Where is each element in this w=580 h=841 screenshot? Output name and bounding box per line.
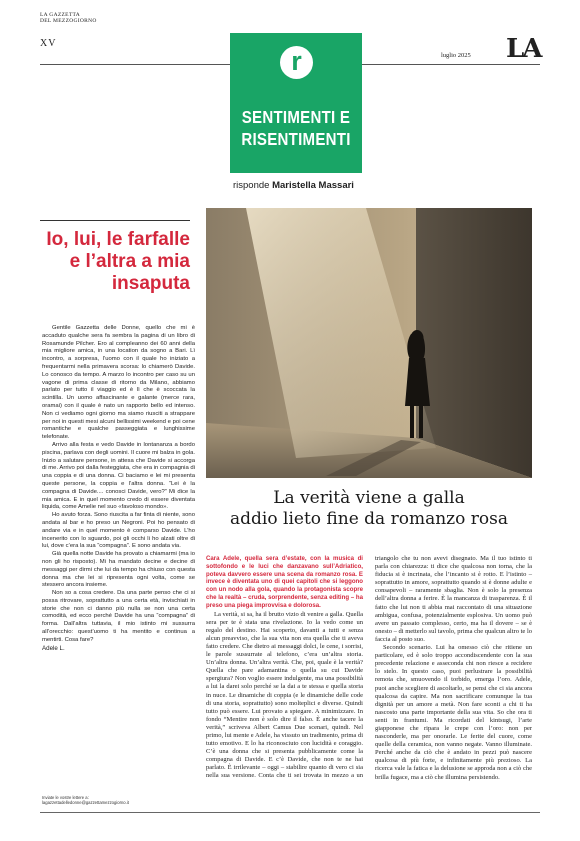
letter-paragraph: Già quella notte Davide ha provato a chiamarmi (ma io non gli ho risposto). Mi ha mandato decine e decine di messaggi per dirmi che lui da tempo ha chiuso con questa donna ma che lei si ripresenta ogni volta, come se stessero ancora insieme. <box>42 551 195 589</box>
letter-paragraph: Ho avuto forza. Sono riuscita a far finta di niente, sono andata al bar e ho preso un Negroni. Poi ho pensato di andare via e in quel momento è comparso Davide. L’ho incenerito con lo sguardo, poi gli occhi li ho alzati oltre di lui, dove c’era la sua “compagna”. E sono andata via. <box>42 512 195 550</box>
masthead <box>40 12 97 24</box>
rubric-r-icon: r <box>280 46 313 79</box>
letter-paragraph: Arrivo alla festa e vedo Davide in lontananza a bordo piscina, parlava con degli uomini. Il cuore mi balza in gola. Inizio a salutare persone, in attesa che Davide si accorga di me. Arrivo poi dalla festeggiata, che era in compagnia di una coppia e di una donna. Ci baciamo e lei mi presenta queste persone, la coppia e l’altra donna. “Lei è la compagna di Davide.... conosci Davide, vero?” Mi dice la mia amica. E in quel momento credo di essere diventata liquida, come Amelie nel suo «favoloso mondo». <box>42 441 195 511</box>
rubric-title-line2: RISENTIMENTI <box>241 129 351 149</box>
letter-paragraph: Gentile Gazzetta delle Donne, quello che mi è accaduto qualche sera fa sembra la pagina di un libro di Rosamunde Pilcher. Ero al compleanno dei 60 anni della mia migliore amica, in una location da sogno a Bari. Lì incontro, a sorpresa, l’uomo con il quale ho iniziato a frequentarmi nella primavera scorsa: lo chiamerò Davide. Lo conosco da tempo. A marzo lo incontro per caso su un vagone di prima classe di ritorno da Milano, abbiamo parlato per tutto il viaggio ed è lì che è scoccata la scintilla. Un uomo affascinante e galante (merce rara, oramai) con il quale è nato un rapporto bello ed intenso. Non ci vediamo ogni giorno ma siamo riusciti a strappare per noi in questi mesi alcuni bellissimi weekend e poi cene romantiche e qualche passeggiata e lunghissime telefonate. <box>42 325 195 441</box>
responds-byline <box>233 180 354 191</box>
responds-prefix: risponde <box>233 180 270 191</box>
illustration-woman-in-corridor <box>206 208 532 478</box>
responds-name: Maristella Massari <box>272 180 354 191</box>
right-wall <box>416 208 532 478</box>
issue-date: luglio 2025 <box>441 52 471 59</box>
letter-headline: Io, lui, le farfalle e l’altra a mia insaputa <box>46 229 190 294</box>
rubric-title <box>239 106 353 150</box>
invite-text: Inviate le vostre lettere a: <box>42 795 89 800</box>
letter-signature: Adele L. <box>42 644 65 652</box>
letter-body <box>42 325 195 652</box>
answer-body <box>206 555 532 815</box>
illustration-svg <box>206 208 532 478</box>
invite-email[interactable]: lagazzettadelledonne@gazzettamezzogiorno.it <box>42 800 129 806</box>
answer-title-line1: La verità viene a galla <box>273 488 465 508</box>
answer-title <box>206 488 532 530</box>
masthead-line2: DEL MEZZOGIORNO <box>40 18 97 24</box>
masthead-line1: LA GAZZETTA <box>40 12 80 18</box>
page-number: XV <box>40 38 57 49</box>
letter-headline-rule <box>40 220 190 221</box>
rubric-box <box>230 33 362 173</box>
answer-paragraph: Secondo scenario. Lui ha omesso ciò che ritiene un particolare, ed è solo troppo accondiscendente con la sua precedente relazione e asseconda chi non riesce a recidere lo stelo. In questo caso, puoi perlustrare la possibilità remota che, smuovendo il torbido, emerga l’oro. Adele, puoi anche scegliere di ascoltarlo, se pensi che ci sia ancora qualcosa da capire. Ma non sacrificare comunque la tua dignità per un amore a metà. Non fare sconti a chi ti ha nascosto una parte importante della sua vita. So che ora ti senti in frantumi. Ma ricordati del kintsugi, l’arte giapponese che ripara le crepe con l’oro: non per nasconderle, ma per onorarle. Le ferite del cuore, come quelle della ceramica, non vanno negate. Vanno illuminate. Perché anche da ciò che è andato in pezzi può nascere qualcosa di più forte, e infinitamente più prezioso. La ricerca vale la fatica e la delusione se approda non a ciò che brilla fugace, ma a ciò che illumina persistendo. <box>375 644 532 781</box>
magazine-logo: LA <box>506 34 541 64</box>
answer-title-line2: addio lieto fine da romanzo rosa <box>230 509 508 529</box>
letter-paragraph: Non so a cosa credere. Da una parte penso che ci si possa ritrovare, soprattutto a una certa età, invischiati in storie che non ci danno più nulla se non una certa comodità, ed ecco perché Davide ha una “compagna” di forma. Dall’altra tuttavia, il mio istinto mi sussurra all’orecchio: quest’uomo ti ha mentito e continua a mentirti. Cosa fare? <box>42 590 195 643</box>
answer-lead: Cara Adele, quella sera d’estate, con la musica di sottofondo e le luci che danzavano sull’Adriatico, poteva davvero essere una scena da romanzo rosa. E invece è diventata uno di quei capitoli che si leggono con un nodo alla gola, quando la protagonista scopre che la realtà – cruda, sorprendente, senza editing – ha preso una piega improvvisa e dolorosa. <box>206 555 363 609</box>
letters-invite <box>42 795 192 806</box>
answer-paragraph: La verità, si sa, ha il brutto vizio di venire a galla. Quella sera per te è stata una rivelazione. Io la vedo come un regalo del destino. Hai scoperto, davanti a tutti e senza alcun preavviso, che la sua vita non era quella che ti aveva fatto credere. Che dietro ai messaggi dolci, le cene, i sorrisi, le parole sussurrate al telefono, c’era un’altra storia. Un’altra donna. Un’altra verità. Che, poi, quale è la verità? Quella che pare adamantina o quella su cui Davide spergiura? Non voglio essere indulgente, ma una possibilità a lui la darei solo perché se la dai a te stessa e quella storia in nuce. Le dinamiche di coppia (e le dinamiche delle code di una storia, soprattutto) sono molteplici e diverse. Quindi tutto può essere. Lui provato a spiegare. A minimizzare. In fondo “Mentire non è solo dire il falso. È anche tacere la verità,” scriveva Albert Camus Due scenari, quindi. Nel primo, lui mente e Adele, ha vissuto un tradimento, prima di tutto emotivo. E lo ha riconosciuto con lucidità e coraggio. C’è una donna che si presenta pubblicamente come la compagna di Davide. E c’è Davide, che non te ne hai parlato. È irrilevante – oggi – stabilire quanto di vero ci sia nella sua versione. Conta che ti sei trovata in mezzo a un triangolo che tu non avevi disegnato. Ma il tuo istinto ti parla con chiarezza: ti dice che qualcosa non torna, che la fiducia si è incrinata, che l’incanto si è rotto. E l’istinto – soprattutto in amore, soprattutto quando si è donne adulte e consapevoli – raramente sbaglia. Non è solo la presenza dell’altra donna a ferire. È la mancanza di trasparenza. È il fatto che lui non ti abbia mai raccontato di una situazione ambigua, confusa, potenzialmente esplosiva. Un uomo può avere un passato complesso, certo, ma ha il dovere – se è onesto – di metterlo sul tavolo, prima che qualcun altro te lo faccia al posto suo. <box>206 555 532 780</box>
rubric-title-line1: SENTIMENTI E <box>241 107 351 127</box>
